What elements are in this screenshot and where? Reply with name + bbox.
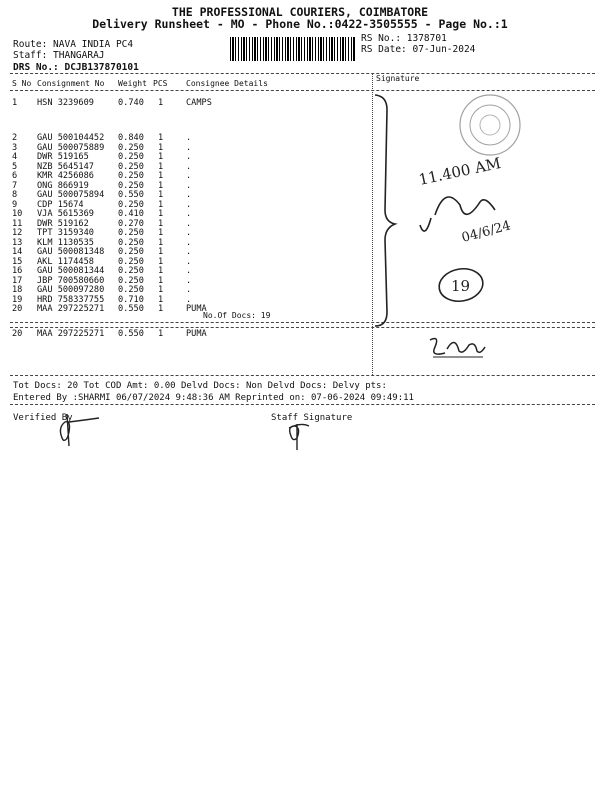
footer-rule (10, 404, 595, 405)
row-weight: 0.710 (118, 294, 144, 305)
brace-mark (375, 95, 395, 326)
row-details: . (186, 285, 192, 295)
row-pcs: 1 (158, 161, 164, 172)
row-consignment: VJA 5615369 (37, 209, 94, 219)
row-sno: 1 (12, 98, 18, 108)
row-sno: 18 (12, 285, 23, 295)
row-weight: 0.250 (118, 199, 144, 210)
row-sno: 14 (12, 247, 23, 257)
row-weight: 0.550 (118, 304, 144, 314)
row-weight: 0.250 (118, 237, 144, 248)
row-sno: 4 (12, 152, 18, 162)
handwritten-date: 04/6/24 (460, 218, 513, 246)
row-consignment: MAA 297225271 (37, 329, 105, 339)
row-pcs: 1 (158, 199, 164, 210)
row-details: . (186, 199, 192, 210)
row-weight: 0.250 (118, 161, 144, 172)
col-details: Consignee Details (186, 79, 268, 88)
verified-by-label: Verified By (13, 413, 73, 423)
row-details: PUMA (186, 329, 207, 339)
row-weight: 0.250 (118, 152, 144, 162)
row-weight: 0.250 (118, 256, 144, 267)
staff-label: Staff: THANGARAJ (13, 50, 105, 61)
row-weight: 0.250 (118, 142, 144, 153)
row-sno: 16 (12, 266, 23, 276)
row-details: . (186, 152, 192, 162)
col-signature: Signature (376, 74, 420, 83)
col-weight: Weight (118, 79, 147, 88)
row-details: . (186, 190, 192, 200)
row-pcs: 1 (158, 275, 164, 286)
totals-line: Tot Docs: 20 Tot COD Amt: 0.00 Delvd Docs: Non Delvd Docs: Delvy pts: (13, 381, 387, 391)
row-details: . (186, 180, 192, 191)
row-consignment: GAU 500097280 (37, 285, 105, 295)
row-weight: 0.740 (118, 98, 144, 108)
staff-signature (285, 420, 325, 456)
col-pcs: PCS (153, 79, 168, 88)
row-details: . (186, 142, 192, 153)
rs-date: RS Date: 07-Jun-2024 (361, 44, 476, 55)
row-sno: 6 (12, 171, 18, 181)
row-pcs: 1 (158, 171, 164, 181)
staff-signature-label: Staff Signature (271, 413, 353, 423)
row-details: PUMA (186, 304, 207, 314)
handwritten-time: 11.400 AM (417, 153, 503, 189)
row-sno: 13 (12, 237, 23, 248)
row-sno: 20 (12, 304, 23, 314)
row-consignment: GAU 500075889 (37, 142, 105, 153)
group-doc-count: No.Of Docs: 19 (203, 311, 271, 320)
row-pcs: 1 (158, 142, 164, 153)
row-sno: 10 (12, 209, 23, 219)
row-consignment: HSN 3239609 (37, 98, 94, 108)
row20-signature (425, 335, 500, 365)
verified-signature (55, 410, 105, 450)
row-details: . (186, 209, 192, 219)
table-top-rule (10, 73, 595, 74)
company-stamp (460, 95, 520, 155)
row-details: . (186, 256, 192, 267)
row-pcs: 1 (158, 209, 164, 219)
row-sno: 7 (12, 180, 18, 191)
row-weight: 0.250 (118, 275, 144, 286)
row-consignment: DWR 519162 (37, 218, 89, 229)
row-pcs: 1 (158, 190, 164, 200)
row-consignment: GAU 500104452 (37, 133, 105, 143)
row-weight: 0.250 (118, 285, 144, 295)
row-consignment: JBP 700580660 (37, 275, 105, 286)
row-consignment: TPT 3159340 (37, 228, 94, 238)
row-sno: 2 (12, 133, 18, 143)
col-sno: S No (12, 79, 32, 88)
row-consignment: GAU 500081344 (37, 266, 105, 276)
row-consignment: NZB 5645147 (37, 161, 94, 172)
row-consignment: KMR 4256086 (37, 171, 94, 181)
row-details: . (186, 247, 192, 257)
row-weight: 0.270 (118, 218, 144, 229)
table-bottom-rule (10, 375, 595, 376)
row-sno: 15 (12, 256, 23, 267)
row-pcs: 1 (158, 98, 164, 108)
row-sno: 3 (12, 142, 18, 153)
row-details: . (186, 228, 192, 238)
row-pcs: 1 (158, 218, 164, 229)
row-weight: 0.250 (118, 171, 144, 181)
row-consignment: ONG 866919 (37, 180, 89, 191)
entered-by-line: Entered By :SHARMI 06/07/2024 9:48:36 AM Reprinted on: 07-06-2024 09:49:11 (13, 393, 414, 403)
row-weight: 0.410 (118, 209, 144, 219)
row-consignment: MAA 297225271 (37, 304, 105, 314)
row-sno: 17 (12, 275, 23, 286)
drs-number: DRS No.: DCJB137870101 (13, 62, 139, 73)
row-details: . (186, 171, 192, 181)
col-consignment: Consignment No (37, 79, 105, 88)
row-consignment: CDP 15674 (37, 199, 84, 210)
row-weight: 0.550 (118, 190, 144, 200)
row-pcs: 1 (158, 285, 164, 295)
row-consignment: DWR 519165 (37, 152, 89, 162)
row-details: . (186, 218, 192, 229)
row-weight: 0.550 (118, 329, 144, 339)
row-weight: 0.250 (118, 266, 144, 276)
row-sno: 5 (12, 161, 18, 172)
row-pcs: 1 (158, 256, 164, 267)
row-pcs: 1 (158, 228, 164, 238)
row-details: . (186, 237, 192, 248)
row-weight: 0.840 (118, 133, 144, 143)
row-sno: 12 (12, 228, 23, 238)
row-pcs: 1 (158, 180, 164, 191)
rs-number: RS No.: 1378701 (361, 33, 447, 44)
row-pcs: 1 (158, 304, 164, 314)
row-pcs: 1 (158, 329, 164, 339)
handwritten-count: 19 (451, 277, 471, 295)
row-pcs: 1 (158, 152, 164, 162)
row-pcs: 1 (158, 247, 164, 257)
row-consignment: KLM 1130535 (37, 237, 94, 248)
row-sno: 8 (12, 190, 18, 200)
row-details: . (186, 266, 192, 276)
row-details: . (186, 161, 192, 172)
signature-area (365, 90, 600, 370)
row-consignment: HRD 758337755 (37, 294, 105, 305)
row-weight: 0.250 (118, 180, 144, 191)
row-details: . (186, 275, 192, 286)
row-pcs: 1 (158, 237, 164, 248)
row-consignment: GAU 500075894 (37, 190, 105, 200)
row-details: . (186, 294, 192, 305)
row-pcs: 1 (158, 266, 164, 276)
route-label: Route: NAVA INDIA PC4 (13, 39, 134, 50)
runsheet-subtitle: Delivery Runsheet - MO - Phone No.:0422-3505555 - Page No.:1 (92, 17, 508, 31)
row-sno: 20 (12, 329, 23, 339)
row-weight: 0.250 (118, 228, 144, 238)
row-sno: 19 (12, 294, 23, 305)
row-details: CAMPS (186, 98, 212, 108)
row-sno: 11 (12, 218, 23, 229)
row-sno: 9 (12, 199, 18, 210)
row-consignment: AKL 1174458 (37, 256, 94, 267)
row-details: . (186, 133, 192, 143)
barcode (230, 37, 355, 61)
row-pcs: 1 (158, 294, 164, 305)
company-title: THE PROFESSIONAL COURIERS, COIMBATORE (171, 5, 429, 19)
row-pcs: 1 (158, 133, 164, 143)
row-consignment: GAU 500081348 (37, 247, 105, 257)
row-weight: 0.250 (118, 247, 144, 257)
